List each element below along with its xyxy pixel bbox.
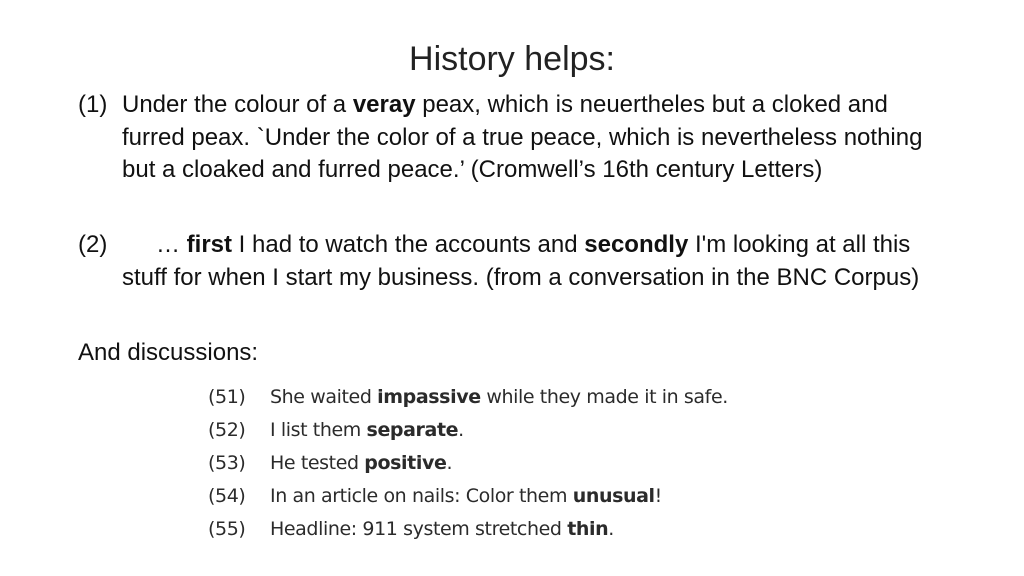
item-text-pre: Under the colour of a bbox=[122, 91, 353, 118]
example-row bbox=[208, 414, 768, 447]
example-text-bold: impassive bbox=[377, 386, 481, 408]
example-row bbox=[208, 447, 768, 480]
example-text-pre: I list them bbox=[270, 419, 367, 441]
item-text-bold: secondly bbox=[584, 231, 689, 258]
example-text-bold: unusual bbox=[572, 485, 655, 507]
example-text-pre: She waited bbox=[270, 386, 378, 408]
item-text-bold: veray bbox=[352, 91, 416, 118]
example-number: (54) bbox=[208, 485, 246, 507]
example-text-post: . bbox=[446, 452, 453, 474]
item-text-mid: I had to watch the accounts and bbox=[232, 231, 585, 258]
example-row bbox=[208, 480, 768, 513]
item-number: (1) bbox=[78, 91, 108, 118]
item-text-post: I'm looking at all this stuff for when I start my business. (from a conversation in the BNC Corpus) bbox=[122, 231, 920, 291]
example-text-bold: separate bbox=[366, 419, 459, 441]
example-item-1 bbox=[78, 89, 938, 187]
example-row bbox=[208, 513, 768, 546]
item-text-bold: first bbox=[186, 231, 233, 258]
example-text-post: while they made it in safe. bbox=[480, 386, 728, 408]
examples-list bbox=[208, 381, 768, 546]
item-text-post: peax, which is neuertheles but a cloked and furred peax. `Under the color of a true peace, which is nevertheless nothing but a cloaked and furred peace.’ (Cromwell’s 16th century Letters) bbox=[122, 91, 923, 183]
example-number: (51) bbox=[208, 386, 246, 408]
item-text bbox=[122, 229, 938, 294]
example-text-post: . bbox=[458, 419, 464, 441]
example-text-bold: thin bbox=[567, 518, 609, 540]
example-text-pre: He tested bbox=[270, 452, 365, 474]
example-text-bold: positive bbox=[364, 452, 447, 474]
item-ellipsis: … bbox=[156, 231, 180, 258]
item-text bbox=[122, 89, 938, 187]
example-number: (52) bbox=[208, 419, 246, 441]
example-text-pre: In an article on nails: Color them bbox=[270, 485, 573, 507]
item-number: (2) bbox=[78, 231, 108, 258]
discussions-label: And discussions: bbox=[78, 339, 259, 366]
example-text-post: ! bbox=[654, 485, 662, 507]
example-row bbox=[208, 381, 768, 414]
example-text-post: . bbox=[608, 518, 614, 540]
example-number: (55) bbox=[208, 518, 246, 540]
slide-title: History helps: bbox=[409, 40, 615, 78]
example-item-2 bbox=[78, 229, 938, 294]
example-text-pre: Headline: 911 system stretched bbox=[270, 518, 568, 540]
example-number: (53) bbox=[208, 452, 246, 474]
